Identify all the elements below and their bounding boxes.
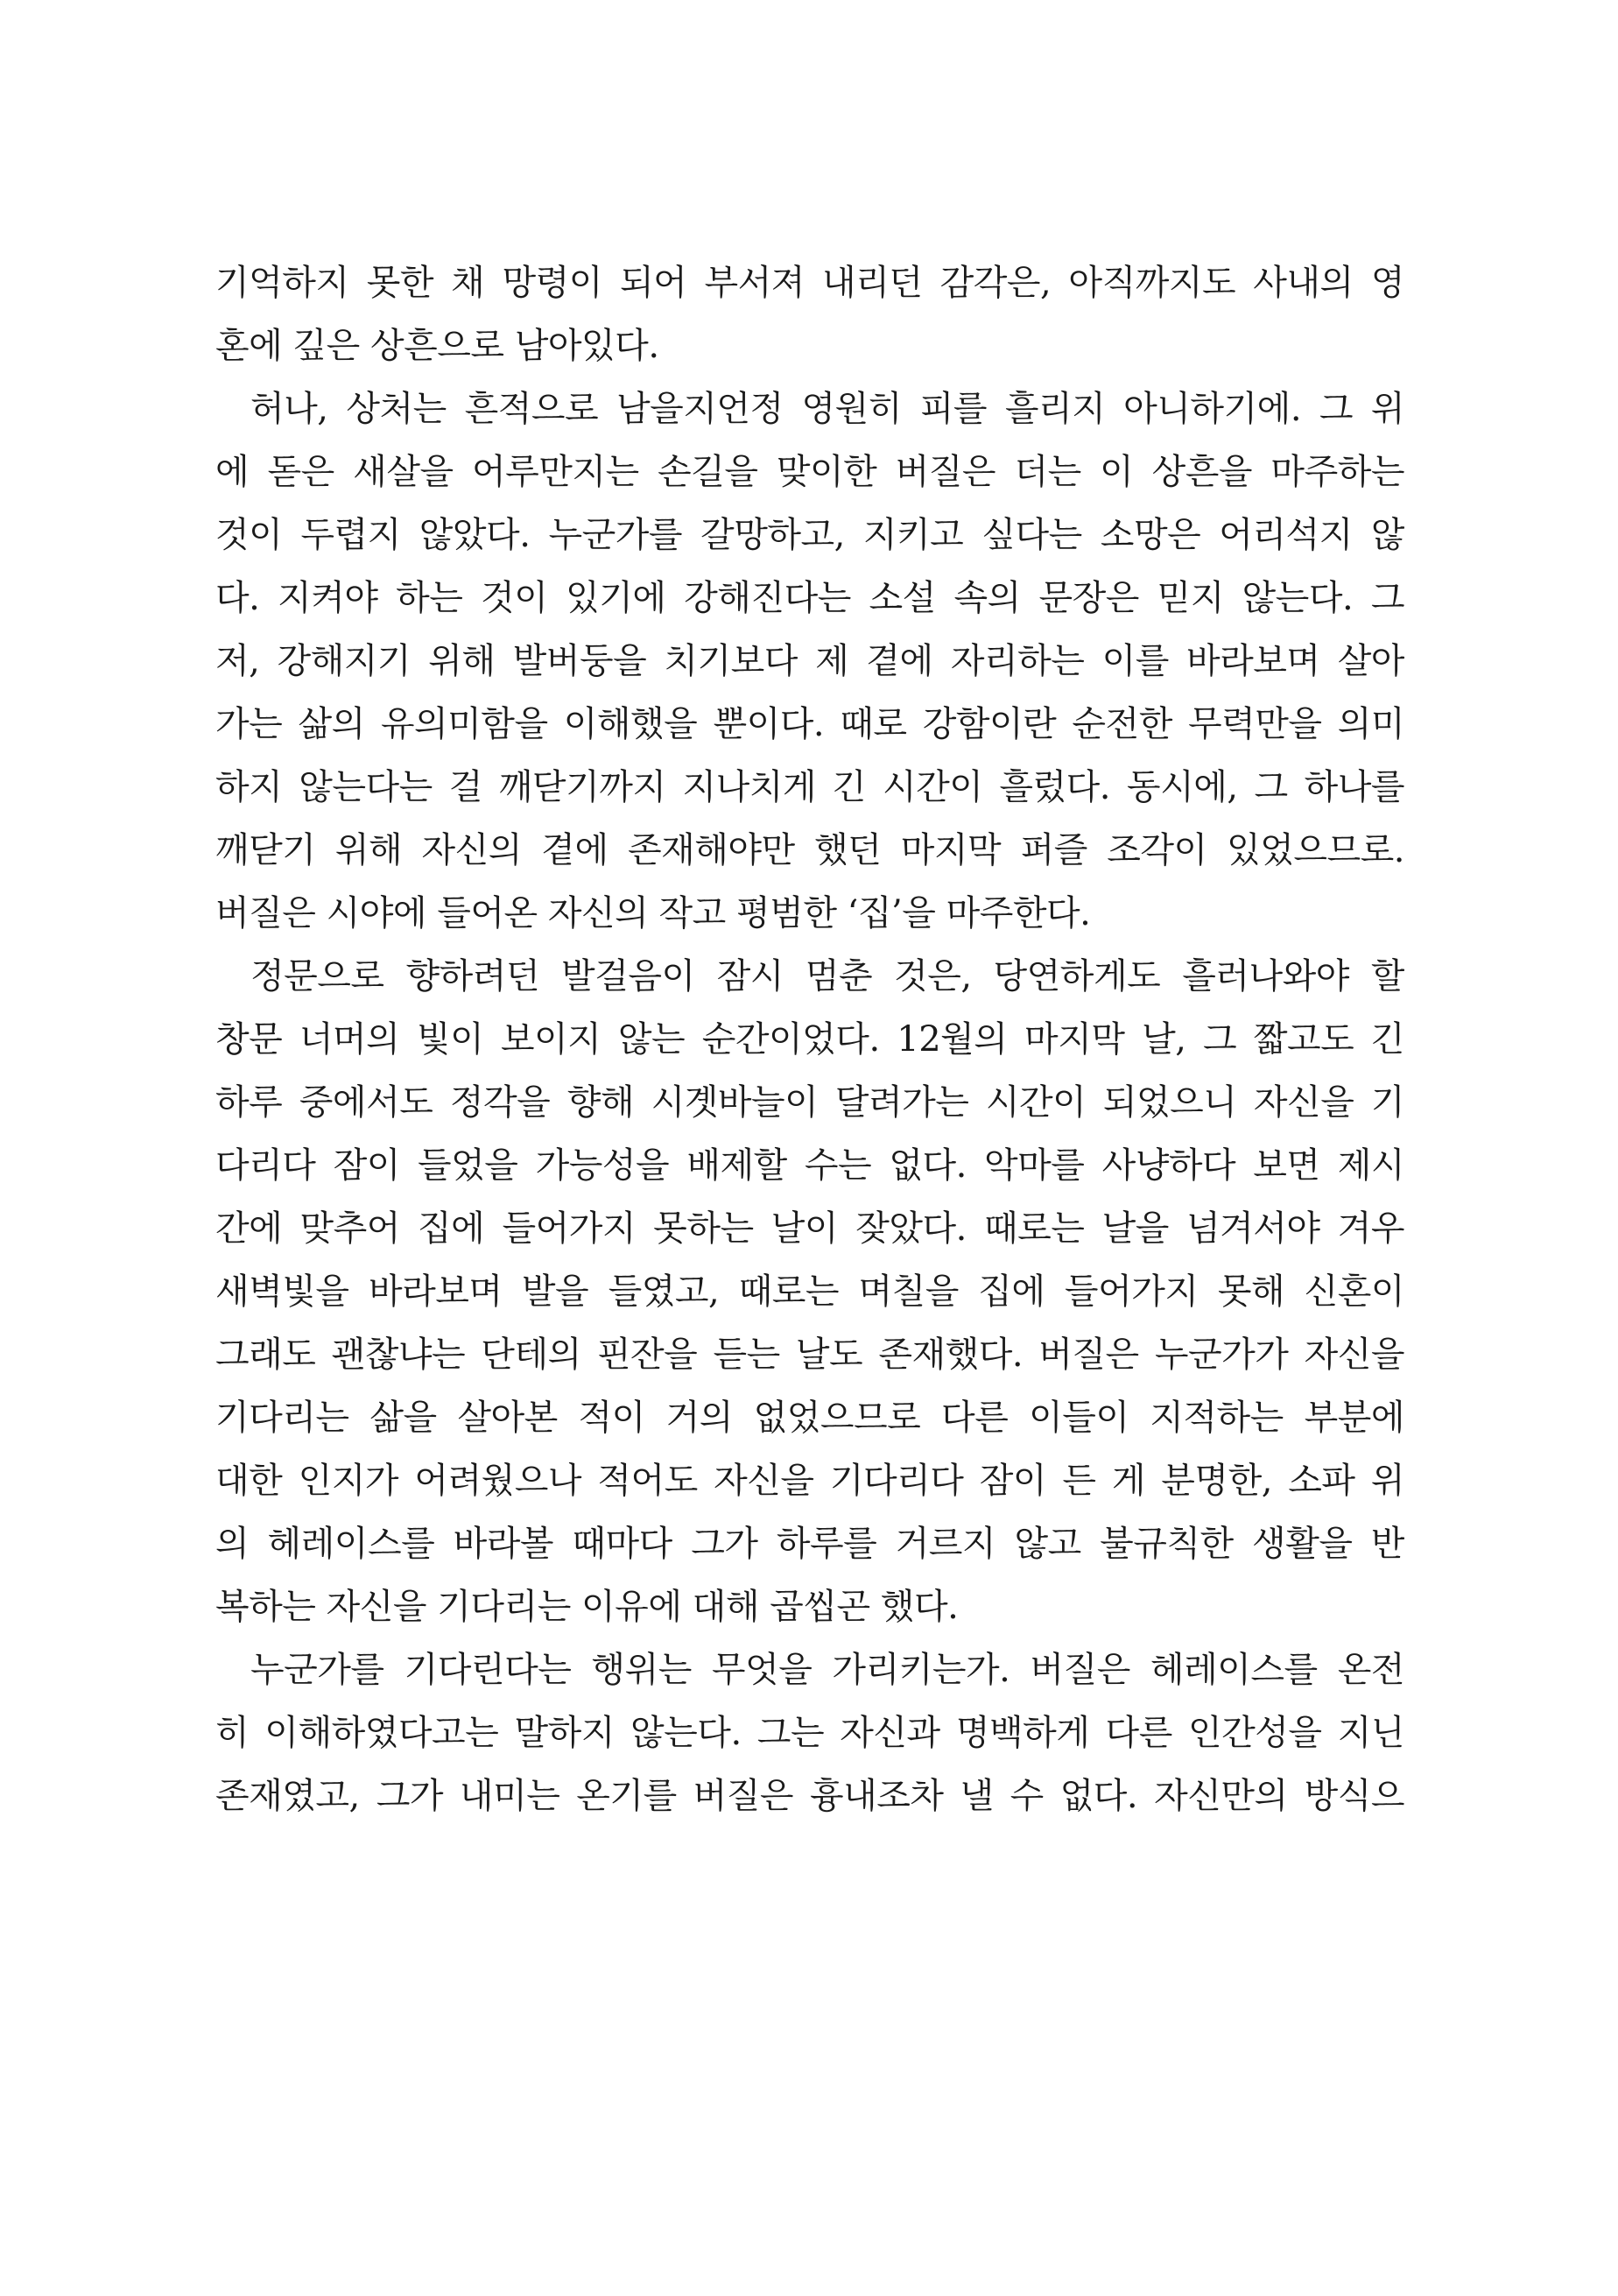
text-line: 간에 맞추어 집에 들어가지 못하는 날이 잦았다. 때로는 날을 넘겨서야 겨우 — [215, 1208, 1404, 1249]
text-line: 깨닫기 위해 자신의 곁에 존재해야만 했던 마지막 퍼즐 조각이 있었으므로. — [215, 830, 1404, 870]
text-line: 저, 강해지기 위해 발버둥을 치기보다 제 곁에 자리하는 이를 바라보며 살아 — [215, 641, 1404, 681]
text-line: 의 헤레이스를 바라볼 때마다 그가 하루를 거르지 않고 불규칙한 생활을 반 — [215, 1524, 1404, 1564]
text-line: 하루 중에서도 정각을 향해 시곗바늘이 달려가는 시간이 되었으니 자신을 기 — [215, 1082, 1404, 1123]
text-line: 기억하지 못한 채 망령이 되어 부서져 내리던 감각은, 아직까지도 사내의 영 — [215, 263, 1404, 303]
text-line: 창문 너머의 빛이 보이지 않는 순간이었다. 12월의 마지막 날, 그 짧고도 긴 — [215, 1019, 1404, 1060]
text-line: 혼에 깊은 상흔으로 남아있다. — [215, 326, 659, 366]
text-line: 하지 않는다는 걸 깨닫기까지 지나치게 긴 시간이 흘렀다. 동시에, 그 하나를 — [215, 767, 1404, 807]
text-line: 다리다 잠이 들었을 가능성을 배제할 수는 없다. 악마를 사냥하다 보면 제시 — [215, 1145, 1404, 1186]
text-line: 기다리는 삶을 살아본 적이 거의 없었으므로 다른 이들이 지적하는 부분에 — [215, 1398, 1404, 1438]
text-line: 에 돋은 새살을 어루만지는 손길을 맞이한 버질은 더는 이 상흔을 마주하는 — [215, 452, 1404, 492]
text-line: 것이 두렵지 않았다. 누군가를 갈망하고, 지키고 싶다는 소망은 어리석지 않 — [215, 515, 1404, 555]
text-line: 그래도 괜찮냐는 단테의 핀잔을 듣는 날도 존재했다. 버질은 누군가가 자신을 — [215, 1335, 1404, 1375]
text-line: 누군가를 기다린다는 행위는 무엇을 가리키는가. 버질은 헤레이스를 온전 — [250, 1650, 1404, 1690]
text-line: 버질은 시야에 들어온 자신의 작고 평범한 ‘집’을 마주한다. — [215, 893, 1091, 933]
text-line: 대한 인지가 어려웠으나 적어도 자신을 기다리다 잠이 든 게 분명한, 소파 위 — [215, 1461, 1404, 1501]
text-line: 다. 지켜야 하는 것이 있기에 강해진다는 소설 속의 문장은 믿지 않는다. 그 — [215, 578, 1404, 618]
text-line: 존재였고, 그가 내미는 온기를 버질은 흉내조차 낼 수 없다. 자신만의 방식으 — [215, 1776, 1404, 1816]
text-line: 복하는 자신을 기다리는 이유에 대해 곱씹곤 했다. — [215, 1587, 959, 1627]
text-line: 가는 삶의 유의미함을 이해했을 뿐이다. 때로 강함이란 순전한 무력만을 의미 — [215, 704, 1404, 744]
text-line: 허나, 상처는 흔적으로 남을지언정 영원히 피를 흘리지 아니하기에. 그 위 — [250, 389, 1404, 429]
text-line: 새벽빛을 바라보며 발을 들였고, 때로는 며칠을 집에 들어가지 못해 신혼이 — [215, 1271, 1404, 1312]
body-text — [215, 251, 1404, 1828]
text-line: 정문으로 향하려던 발걸음이 잠시 멈춘 것은, 당연하게도 흘러나와야 할 — [250, 956, 1404, 997]
text-line: 히 이해하였다고는 말하지 않는다. 그는 자신과 명백하게 다른 인간성을 지닌 — [215, 1713, 1404, 1753]
